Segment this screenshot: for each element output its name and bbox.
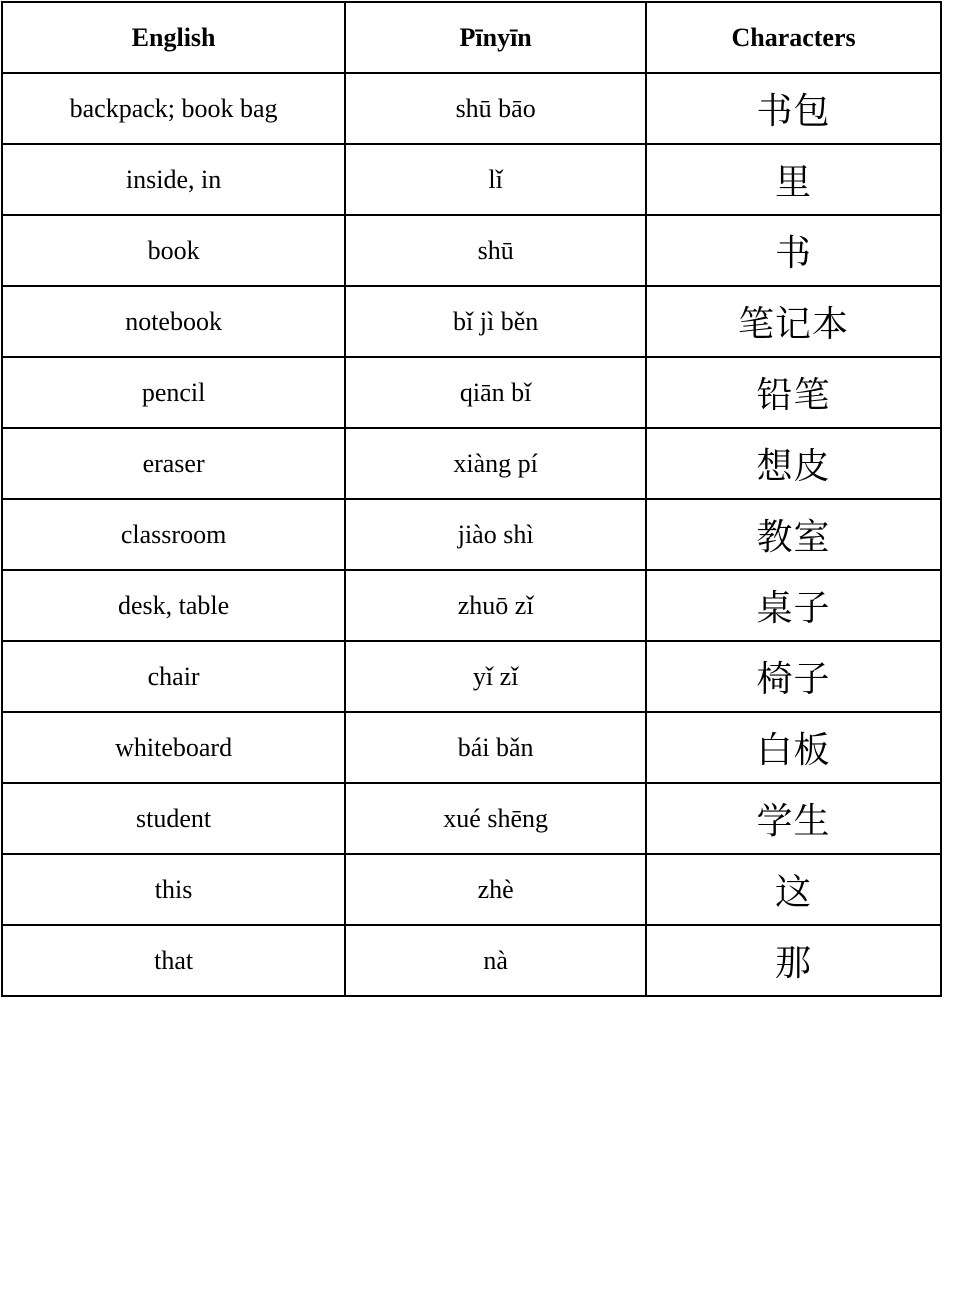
english-cell: that: [2, 925, 345, 996]
english-cell: this: [2, 854, 345, 925]
pinyin-cell: xiàng pí: [345, 428, 646, 499]
header-pinyin: Pīnyīn: [345, 2, 646, 73]
table-row: [2, 925, 941, 996]
table-row: [2, 854, 941, 925]
characters-cell: 笔记本: [646, 286, 941, 357]
pinyin-cell: xué shēng: [345, 783, 646, 854]
pinyin-cell: zhuō zǐ: [345, 570, 646, 641]
characters-cell: 椅子: [646, 641, 941, 712]
pinyin-cell: bǐ jì běn: [345, 286, 646, 357]
characters-cell: 想皮: [646, 428, 941, 499]
characters-cell: 书包: [646, 73, 941, 144]
english-cell: inside, in: [2, 144, 345, 215]
characters-cell: 学生: [646, 783, 941, 854]
characters-cell: 里: [646, 144, 941, 215]
characters-cell: 书: [646, 215, 941, 286]
header-english: English: [2, 2, 345, 73]
english-cell: pencil: [2, 357, 345, 428]
english-cell: desk, table: [2, 570, 345, 641]
pinyin-cell: shū bāo: [345, 73, 646, 144]
characters-cell: 这: [646, 854, 941, 925]
characters-cell: 桌子: [646, 570, 941, 641]
characters-cell: 教室: [646, 499, 941, 570]
pinyin-cell: nà: [345, 925, 646, 996]
table-row: [2, 712, 941, 783]
english-cell: classroom: [2, 499, 345, 570]
english-cell: student: [2, 783, 345, 854]
pinyin-cell: bái bǎn: [345, 712, 646, 783]
pinyin-cell: yǐ zǐ: [345, 641, 646, 712]
table-row: [2, 570, 941, 641]
characters-cell: 白板: [646, 712, 941, 783]
table-row: [2, 499, 941, 570]
table-row: [2, 144, 941, 215]
pinyin-cell: jiào shì: [345, 499, 646, 570]
pinyin-cell: shū: [345, 215, 646, 286]
table-row: [2, 357, 941, 428]
table-row: [2, 73, 941, 144]
english-cell: chair: [2, 641, 345, 712]
table-row: [2, 428, 941, 499]
table-body: [2, 73, 941, 996]
english-cell: notebook: [2, 286, 345, 357]
table-row: [2, 641, 941, 712]
english-cell: backpack; book bag: [2, 73, 345, 144]
english-cell: eraser: [2, 428, 345, 499]
header-characters: Characters: [646, 2, 941, 73]
header-row: [2, 2, 941, 73]
table-row: [2, 215, 941, 286]
english-cell: whiteboard: [2, 712, 345, 783]
pinyin-cell: zhè: [345, 854, 646, 925]
pinyin-cell: qiān bǐ: [345, 357, 646, 428]
pinyin-cell: lǐ: [345, 144, 646, 215]
table-row: [2, 286, 941, 357]
characters-cell: 铅笔: [646, 357, 941, 428]
table-row: [2, 783, 941, 854]
english-cell: book: [2, 215, 345, 286]
characters-cell: 那: [646, 925, 941, 996]
vocabulary-table: [1, 1, 942, 997]
